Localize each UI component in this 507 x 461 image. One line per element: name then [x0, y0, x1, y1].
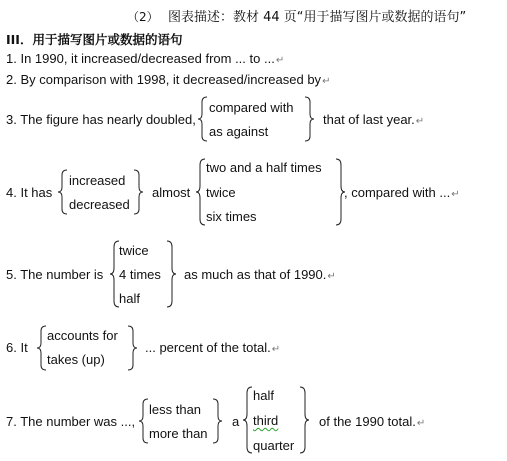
left-brace [198, 96, 208, 142]
suffix-text: ... percent of the total. [145, 340, 271, 355]
option: third [253, 413, 279, 428]
paragraph-mark: ↵ [451, 189, 460, 200]
right-brace [133, 169, 143, 215]
right-brace [166, 240, 176, 308]
option: takes (up) [47, 352, 105, 367]
sentence-2 [6, 72, 330, 89]
option: decreased [69, 197, 130, 212]
option: quarter [253, 438, 295, 453]
suffix-text: that of last year. [323, 112, 415, 127]
option: as against [209, 124, 269, 139]
option: compared with [209, 100, 294, 115]
sentence-7-prefix: 7. The number was ..., [6, 414, 136, 429]
sentence-1 [6, 51, 284, 68]
paragraph-mark: ↵ [415, 116, 425, 127]
right-brace [212, 398, 222, 444]
option: twice [119, 243, 149, 258]
sentence-6-suffix [145, 340, 280, 357]
option: accounts for [47, 328, 118, 343]
option: twice [206, 185, 236, 200]
sentence-4-prefix: 4. It has [6, 185, 53, 200]
sentence-5-suffix [184, 267, 336, 284]
sentence-4-suffix [344, 185, 460, 202]
header-number: （2） [127, 10, 159, 24]
paragraph-mark: ↵ [275, 55, 285, 66]
header-text: 图表描述：教材 44 页“用于描写图片或数据的语句” [168, 10, 467, 25]
sentence-3-prefix: 3. The figure has nearly doubled, [6, 112, 196, 127]
sentence-1-text: 1. In 1990, it increased/decreased from ... to ... [6, 51, 275, 66]
option: half [119, 291, 140, 306]
suffix-text: as much as that of 1990. [184, 267, 327, 282]
option: half [253, 388, 274, 403]
option: less than [149, 402, 202, 417]
sentence-7-suffix [319, 414, 425, 431]
option: 4 times [119, 267, 161, 282]
paragraph-mark: ↵ [416, 418, 426, 429]
left-brace [139, 398, 149, 444]
option: more than [149, 426, 208, 441]
sentence-4-middle: almost [152, 185, 191, 200]
right-brace [304, 96, 314, 142]
suffix-text: , compared with ... [344, 185, 451, 200]
option: two and a half times [206, 160, 322, 175]
option: six times [206, 209, 257, 224]
sentence-7-middle: a [232, 414, 240, 429]
right-brace [299, 386, 309, 454]
left-brace [243, 386, 253, 454]
left-brace [196, 158, 206, 226]
suffix-text: of the 1990 total. [319, 414, 416, 429]
left-brace [58, 169, 68, 215]
right-brace [127, 325, 137, 371]
option: increased [69, 173, 126, 188]
sentence-6-prefix: 6. It [6, 340, 28, 355]
sentence-2-text: 2. By comparison with 1998, it decreased/increased by [6, 72, 322, 87]
paragraph-mark: ↵ [271, 344, 281, 355]
section-title: III．用于描写图片或数据的语句 [6, 32, 183, 47]
paragraph-mark: ↵ [327, 271, 336, 282]
sentence-3-suffix [323, 112, 424, 129]
paragraph-mark: ↵ [322, 76, 331, 87]
left-brace [37, 325, 47, 371]
sentence-5-prefix: 5. The number is [6, 267, 104, 282]
